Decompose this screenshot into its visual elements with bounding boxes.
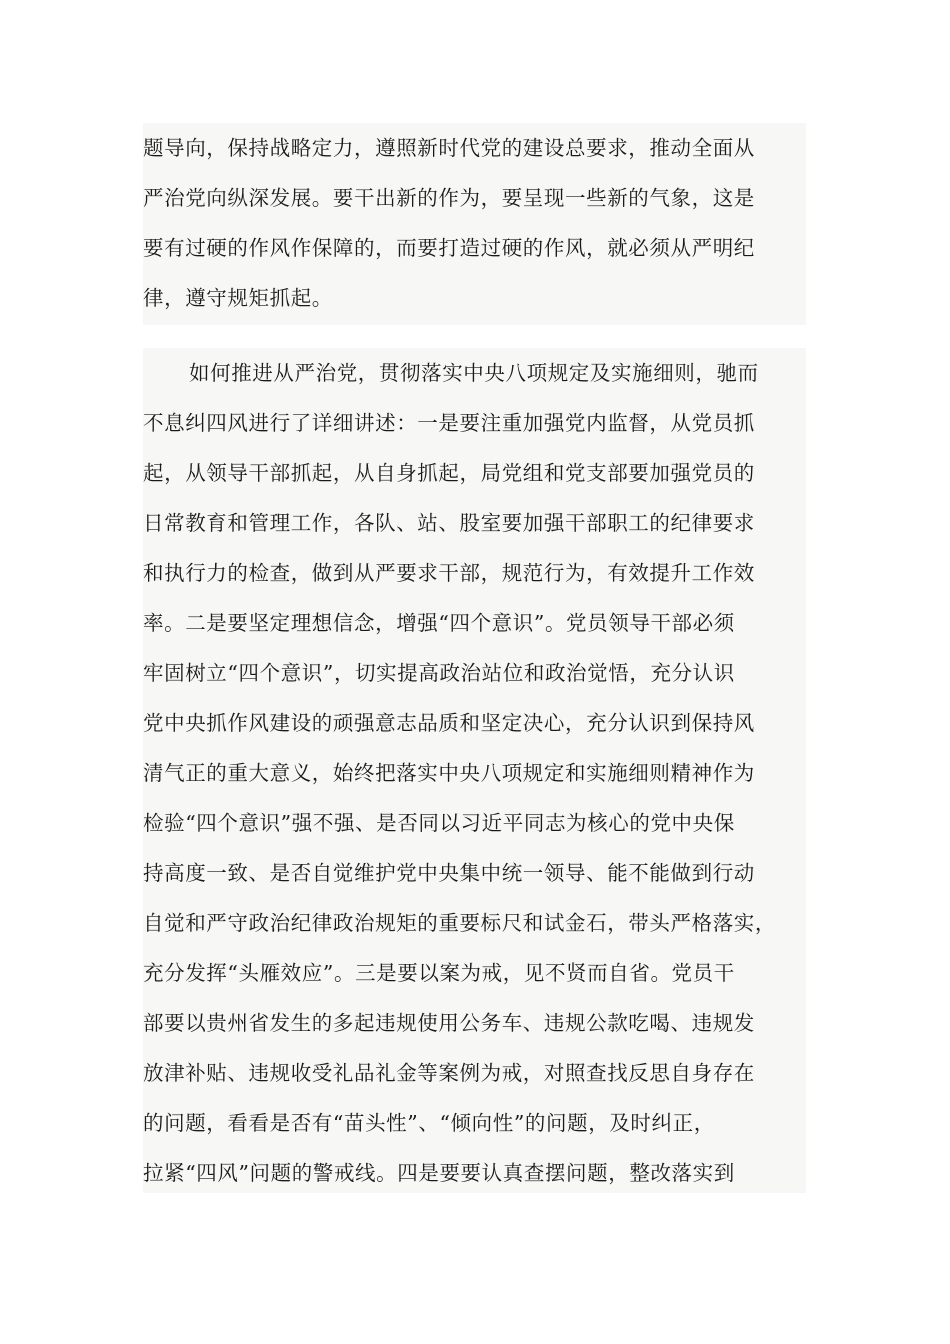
- paragraph-2-line: 的问题，看看是否有“苗头性”、“倾向性”的问题，及时纠正，: [143, 1111, 715, 1135]
- paragraph-2-line: 如何推进从严治党，贯彻落实中央八项规定及实施细则，驰而: [189, 361, 759, 385]
- paragraph-2-line: 牢固树立“四个意识”，切实提高政治站位和政治觉悟，充分认识: [143, 661, 735, 685]
- paragraph-1-line: 题导向，保持战略定力，遵照新时代党的建设总要求，推动全面从: [143, 136, 755, 160]
- paragraph-1: [143, 123, 806, 325]
- paragraph-2: [143, 348, 806, 1193]
- paragraph-2-line: 充分发挥“头雁效应”。三是要以案为戒，见不贤而自省。党员干: [143, 961, 735, 985]
- paragraph-2-line: 清气正的重大意义，始终把落实中央八项规定和实施细则精神作为: [143, 761, 755, 785]
- paragraph-2-line: 日常教育和管理工作，各队、站、股室要加强干部职工的纪律要求: [143, 511, 755, 535]
- paragraph-2-line: 党中央抓作风建设的顽强意志品质和坚定决心，充分认识到保持风: [143, 711, 755, 735]
- paragraph-2-line: 持高度一致、是否自觉维护党中央集中统一领导、能不能做到行动: [143, 861, 755, 885]
- paragraph-2-line: 放津补贴、违规收受礼品礼金等案例为戒，对照查找反思自身存在: [143, 1061, 755, 1085]
- paragraph-2-line: 拉紧“四风”问题的警戒线。四是要要认真查摆问题，整改落实到: [143, 1161, 735, 1185]
- paragraph-1-line: 要有过硬的作风作保障的，而要打造过硬的作风，就必须从严明纪: [143, 236, 755, 260]
- paragraph-2-line: 率。二是要坚定理想信念，增强“四个意识”。党员领导干部必须: [143, 611, 735, 635]
- paragraph-2-line: 检验“四个意识”强不强、是否同以习近平同志为核心的党中央保: [143, 811, 735, 835]
- paragraph-2-line: 自觉和严守政治纪律政治规矩的重要标尺和试金石，带头严格落实，: [143, 911, 776, 935]
- paragraph-2-line: 起，从领导干部抓起，从自身抓起，局党组和党支部要加强党员的: [143, 461, 755, 485]
- paragraph-2-line: 和执行力的检查，做到从严要求干部，规范行为，有效提升工作效: [143, 561, 755, 585]
- paragraph-2-line: 部要以贵州省发生的多起违规使用公务车、违规公款吃喝、违规发: [143, 1011, 755, 1035]
- paragraph-1-line: 严治党向纵深发展。要干出新的作为，要呈现一些新的气象，这是: [143, 186, 755, 210]
- paragraph-1-line: 律，遵守规矩抓起。: [143, 286, 333, 310]
- paragraph-2-line: 不息纠四风进行了详细讲述：一是要注重加强党内监督，从党员抓: [143, 411, 755, 435]
